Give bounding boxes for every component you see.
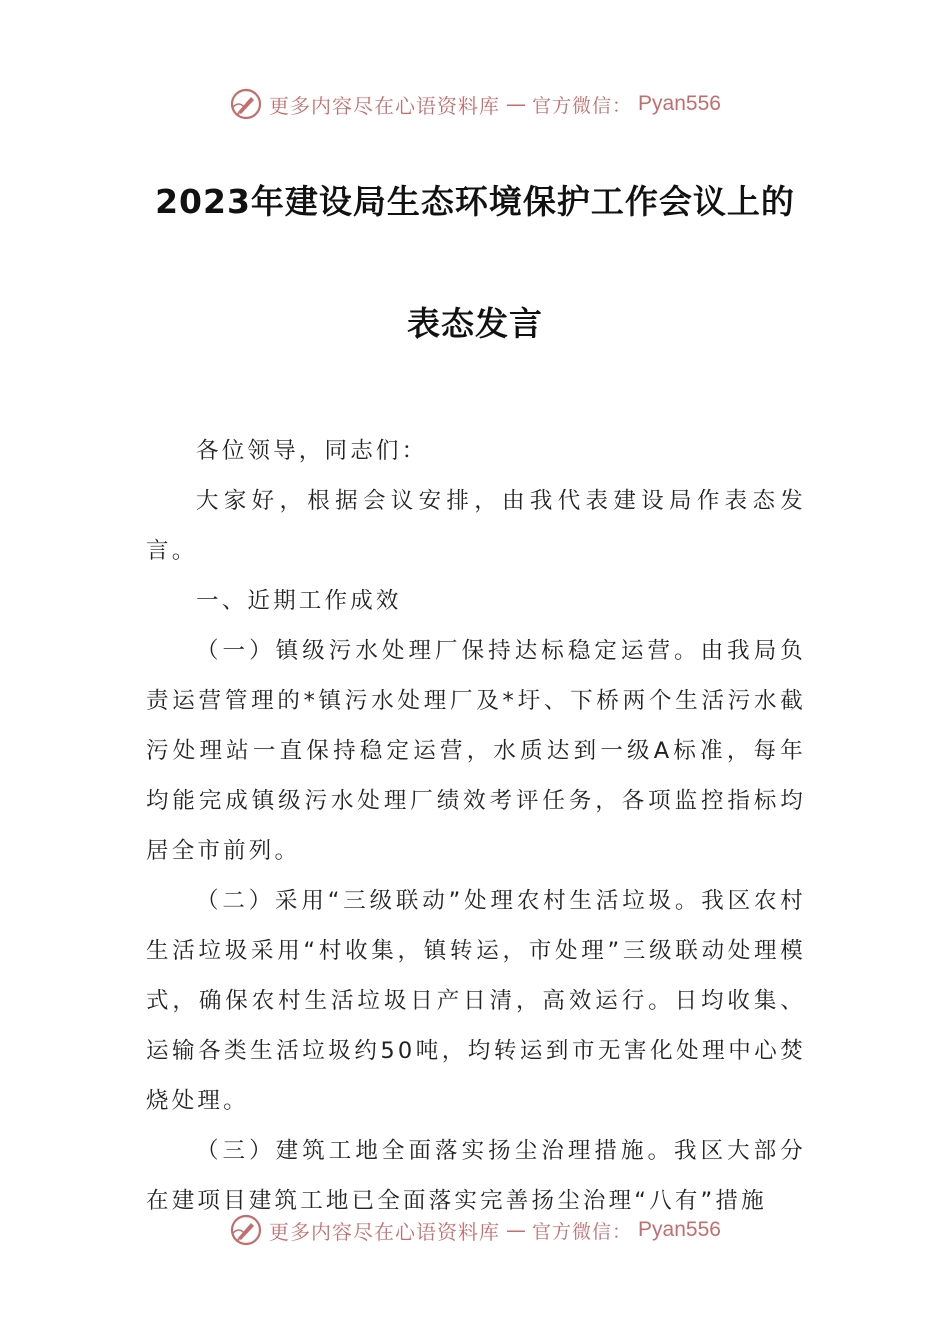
watermark-wechat-label: 官方微信：	[532, 94, 633, 117]
salutation: 各位领导，同志们：	[196, 438, 428, 464]
watermark-separator: —	[506, 92, 527, 116]
watermark-text: 更多内容尽在心语资料库	[269, 93, 501, 118]
pen-logo-icon	[229, 1213, 263, 1247]
watermark-text: 更多内容尽在心语资料库	[269, 1219, 501, 1244]
paragraph-item-1: （一）镇级污水处理厂保持达标稳定运营。由我局负责运营管理的*镇污水处理厂及*圩、下桥两个生活污水截污处理站一直保持稳定运营，水质达到一级A标准，每年均能完成镇级污水处理厂绩效考评任务，各项监控指标均居全市前列。	[146, 638, 806, 864]
document-title-line-1: 2023年建设局生态环境保护工作会议上的	[155, 182, 795, 221]
watermark-header	[0, 84, 950, 124]
section-heading: 一、近期工作成效	[196, 588, 402, 614]
paragraph-item-2: （二）采用“三级联动”处理农村生活垃圾。我区农村生活垃圾采用“村收集，镇转运，市处理”三级联动处理模式，确保农村生活垃圾日产日清，高效运行。日均收集、运输各类生活垃圾约50吨，均转运到市无害化处理中心焚烧处理。	[146, 888, 806, 1114]
watermark-wechat-label: 官方微信：	[532, 1220, 633, 1243]
pen-logo-icon	[229, 87, 263, 121]
watermark-wechat-id: Pyan556	[638, 92, 721, 115]
intro-paragraph: 大家好，根据会议安排，由我代表建设局作表态发言。	[146, 488, 806, 564]
paragraph-item-3: （三）建筑工地全面落实扬尘治理措施。我区大部分在建项目建筑工地已全面落实完善扬尘治理“八有”措施	[146, 1138, 806, 1214]
document-title-line-2: 表态发言	[407, 304, 543, 343]
watermark-separator: —	[506, 1218, 527, 1242]
watermark-footer	[0, 1210, 950, 1250]
watermark-wechat-id: Pyan556	[638, 1218, 721, 1241]
document-body	[146, 426, 806, 1226]
